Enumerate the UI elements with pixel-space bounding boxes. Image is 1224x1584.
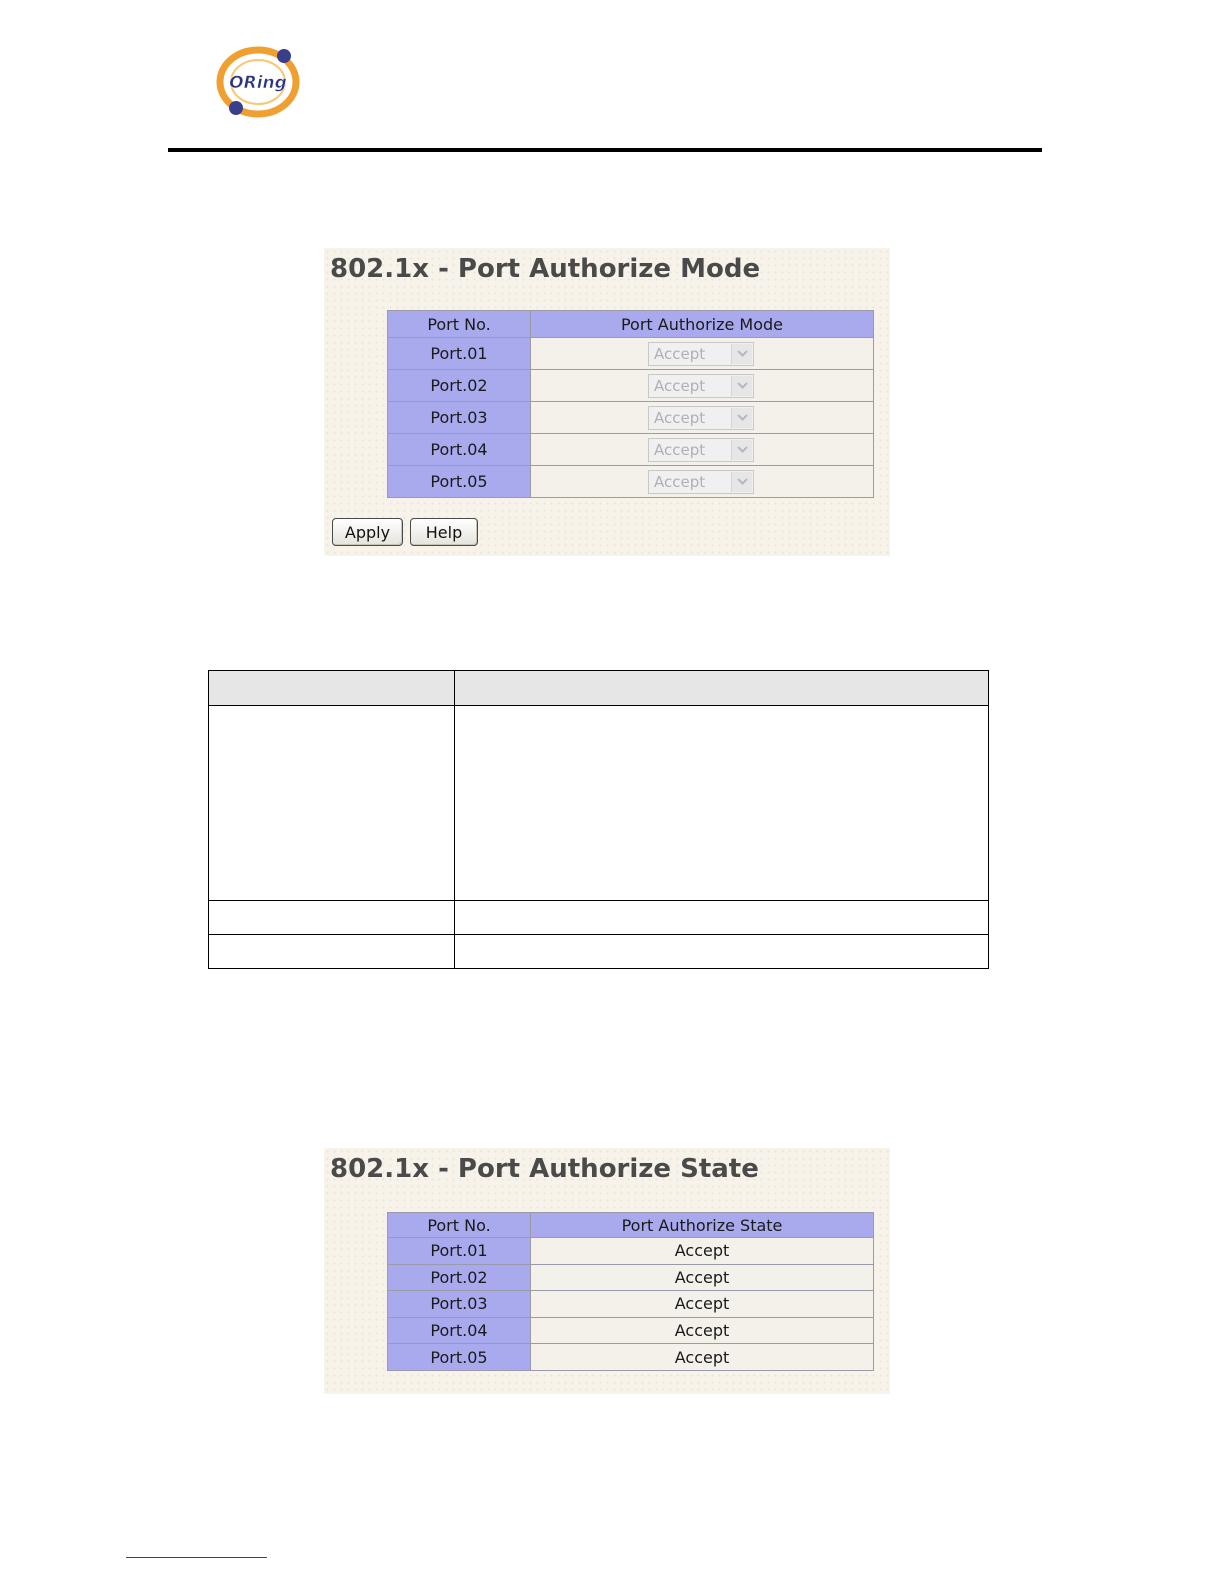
port-label: Port.01 <box>388 338 531 370</box>
mode-cell <box>531 466 873 497</box>
chevron-down-icon <box>731 472 752 492</box>
table-header-row <box>388 311 873 338</box>
port-label: Port.04 <box>388 434 531 466</box>
port-authorize-state-table <box>387 1212 874 1371</box>
select-value: Accept <box>654 344 706 363</box>
table-row <box>388 1291 873 1318</box>
port-02-mode-select[interactable] <box>648 374 754 398</box>
footer-link-underline[interactable] <box>126 1557 267 1558</box>
state-value: Accept <box>531 1238 873 1265</box>
chevron-down-icon <box>731 408 752 428</box>
chevron-down-icon <box>731 344 752 364</box>
table-row <box>388 434 873 466</box>
logo-text: ORing <box>229 73 287 93</box>
state-value: Accept <box>531 1318 873 1345</box>
column-header-port-authorize-mode: Port Authorize Mode <box>531 311 873 338</box>
table-row <box>209 900 989 934</box>
table-row <box>209 934 989 968</box>
mode-cell <box>531 338 873 370</box>
chevron-down-icon <box>731 376 752 396</box>
page-title: 802.1x - Port Authorize State <box>330 1154 759 1184</box>
oring-logo <box>214 44 304 118</box>
port-05-mode-select[interactable] <box>648 470 754 494</box>
table-row <box>388 370 873 402</box>
state-value: Accept <box>531 1265 873 1292</box>
description-header-cell <box>455 671 989 706</box>
port-label: Port.05 <box>388 1344 531 1370</box>
table-row <box>388 1265 873 1292</box>
port-label: Port.01 <box>388 1238 531 1265</box>
table-row <box>388 466 873 497</box>
port-authorize-state-panel <box>324 1148 890 1394</box>
state-value: Accept <box>531 1291 873 1318</box>
description-table <box>208 670 989 969</box>
help-button[interactable]: Help <box>410 518 478 546</box>
port-label: Port.03 <box>388 1291 531 1318</box>
column-header-port-no: Port No. <box>388 1213 531 1238</box>
port-04-mode-select[interactable] <box>648 438 754 462</box>
description-header-cell <box>209 671 455 706</box>
port-label: Port.02 <box>388 370 531 402</box>
description-cell <box>209 900 455 934</box>
port-authorize-mode-panel <box>324 248 890 556</box>
description-cell <box>209 706 455 901</box>
description-cell <box>455 900 989 934</box>
header-rule <box>168 148 1042 152</box>
chevron-down-icon <box>731 440 752 460</box>
page-title: 802.1x - Port Authorize Mode <box>330 254 761 284</box>
apply-button[interactable]: Apply <box>332 518 403 546</box>
state-value: Accept <box>531 1344 873 1370</box>
port-authorize-mode-table <box>387 310 874 498</box>
mode-cell <box>531 370 873 402</box>
port-01-mode-select[interactable] <box>648 342 754 366</box>
table-row <box>388 1318 873 1345</box>
port-label: Port.04 <box>388 1318 531 1345</box>
mode-cell <box>531 402 873 434</box>
port-label: Port.02 <box>388 1265 531 1292</box>
port-03-mode-select[interactable] <box>648 406 754 430</box>
oring-logo-graphic <box>214 44 304 118</box>
table-row <box>388 338 873 370</box>
column-header-port-no: Port No. <box>388 311 531 338</box>
table-row <box>388 402 873 434</box>
table-row <box>388 1238 873 1265</box>
description-cell <box>455 934 989 968</box>
select-value: Accept <box>654 440 706 459</box>
select-value: Accept <box>654 376 706 395</box>
column-header-port-authorize-state: Port Authorize State <box>531 1213 873 1238</box>
mode-cell <box>531 434 873 466</box>
port-label: Port.03 <box>388 402 531 434</box>
table-header-row <box>388 1213 873 1238</box>
table-row <box>209 706 989 901</box>
select-value: Accept <box>654 408 706 427</box>
port-label: Port.05 <box>388 466 531 497</box>
description-cell <box>455 706 989 901</box>
table-row <box>388 1344 873 1370</box>
select-value: Accept <box>654 472 706 491</box>
description-table-header <box>209 671 989 706</box>
description-cell <box>209 934 455 968</box>
